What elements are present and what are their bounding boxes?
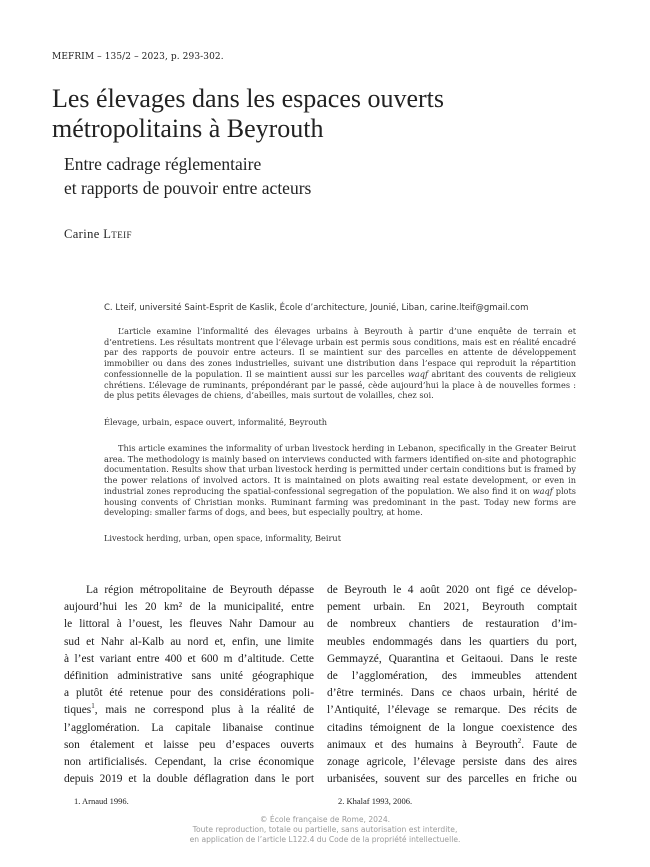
copyright-line-1: © École française de Rome, 2024. [259, 815, 391, 824]
footnote-1: 1. Arnaud 1996. [74, 796, 129, 806]
body-line: définition administrative sans unité géographique [64, 670, 314, 683]
body-line: aujourd’hui les 20 km² de la municipalité, entre [64, 601, 314, 614]
body-line: meubles endommagés dans les quartiers du port, [327, 635, 577, 648]
copyright-notice [150, 815, 500, 846]
body-line: a plutôt été retenue pour des considérations poli- [64, 687, 314, 700]
author-last-name: Lteif [103, 227, 132, 241]
body-line: de l’agglomération, des immeubles attendent [327, 670, 577, 683]
footnote-ref-2[interactable]: 2 [517, 737, 522, 746]
abstract-en-italic-term: waqf [532, 485, 553, 496]
copyright-line-3: en application de l’article L122.4 du Code de la propriété intellectuelle. [189, 835, 461, 845]
body-line: son étalement et laisse peu d’espaces ouverts [64, 738, 314, 751]
article-subtitle-line-1: Entre cadrage réglementaire [64, 154, 262, 174]
body-line: Gemmayzé, Quarantina et Geitaoui. Dans le reste [327, 652, 577, 665]
body-column-left [64, 582, 314, 788]
abstract-english [104, 443, 576, 518]
body-line: sud et Nahr al-Kalb au nord et, enfin, une limite [64, 635, 314, 648]
copyright-line-2: Toute reproduction, totale ou partielle, sans autorisation est interdite, [192, 825, 458, 835]
abstract-french [104, 326, 576, 401]
abstract-fr-italic-term: waqf [407, 368, 429, 379]
article-subtitle-line-2: et rapports de pouvoir entre acteurs [64, 178, 312, 198]
body-line: le littoral à l’ouest, les fleuves Nahr Damour au [64, 618, 314, 631]
body-line: de nombreux chantiers de restauration d’im- [327, 618, 577, 631]
author-first-name: Carine [64, 227, 100, 241]
body-line: urbanisées, souvent sur des parcelles en friche ou [327, 773, 577, 786]
keywords-french: Élevage, urbain, espace ouvert, informalité, Beyrouth [104, 417, 328, 427]
body-line-part: . Faute de [521, 738, 577, 751]
footnote-2: 2. Khalaf 1993, 2006. [338, 796, 413, 806]
body-line: zonage agricole, l’élevage persiste dans des aires [327, 756, 577, 769]
body-line [64, 702, 314, 719]
article-title [52, 84, 612, 144]
body-line: l’Antiquité, l’élevage se remarque. Des récits de [327, 704, 577, 717]
body-line: d’être terminés. Dans ce chaos urbain, hérité de [327, 687, 577, 700]
body-line-part: , mais ne correspond plus à la réalité de [94, 704, 314, 717]
journal-reference: MEFRIM – 135/2 – 2023, p. 293-302. [52, 52, 224, 62]
body-line-part: tiques [64, 704, 92, 717]
body-line-part: animaux et des humains à Beyrouth [327, 738, 518, 751]
author-affiliation: C. Lteif, université Saint-Esprit de Kaslik, École d’architecture, Jounié, Liban, carine.lteif@gmail.com [104, 303, 529, 313]
article-title-line-1: Les élevages dans les espaces ouverts [52, 84, 445, 113]
body-line: non artificialisés. Cependant, la crise économique [64, 756, 314, 769]
body-column-right [327, 582, 577, 788]
keywords-english: Livestock herding, urban, open space, informality, Beirut [104, 533, 341, 543]
author-name [64, 227, 132, 242]
body-line: citadins témoignent de la longue coexistence des [327, 721, 577, 734]
body-line: pement urbain. En 2021, Beyrouth comptait [327, 601, 577, 614]
abstract-en-part-2: plots housing convents of Christian monks. Ruminant farming was predominant in the past. Today new forms are developing: smaller farms of dogs, and bees, but especially poultry, at home. [104, 485, 576, 518]
body-line: La région métropolitaine de Beyrouth dépasse [86, 584, 314, 596]
article-title-line-2: métropolitains à Beyrouth [52, 114, 324, 143]
body-line: à l’est variant entre 400 et 600 m d’altitude. Cette [64, 652, 314, 665]
abstract-fr-part-1: L’article examine l’informalité des élevages urbains à Beyrouth à partir d’une enquête de terrain et d’entretiens. Les résultats montrent que l’élevage urbain est permis sous conditions, mais est en réalité encadré par des rapports de pouvoir entre acteurs. Il se maintient sur des parcelles en attente de développement immobilier ou dans des zones industrielles, suivant une distribution dans l’espace qui reproduit la répartition confessionnelle de la population. Il se maintient aussi sur les parcelles [104, 326, 576, 379]
abstract-en-part-1: This article examines the informality of urban livestock herding in Lebanon, specifically in the Greater Beirut area. The methodology is mainly based on interviews conducted with farmers identified on-site and photographic documentation. Results show that urban livestock herding is permitted under certain conditions but is framed by the power relations of involved actors. It is maintained on plots awaiting real estate development, or even in industrial zones reproducing the spatial-confessional segregation of the population. We also find it on [104, 443, 576, 496]
footnote-ref-1[interactable]: 1 [91, 702, 95, 711]
abstract-fr-part-2: abritant des couvents de religieux chrétiens. L’élevage de ruminants, prépondérant par le passé, cède aujourd’hui la place à de nouvelles formes : de plus petits élevages de chiens, d’abeilles, mais surtout de volailles, chez soi. [104, 368, 576, 401]
body-line: de Beyrouth le 4 août 2020 ont figé ce dévelop- [327, 584, 577, 596]
article-subtitle [64, 152, 604, 200]
body-line: l’agglomération. La capitale libanaise continue [64, 721, 314, 734]
body-line: depuis 2019 et la double déflagration dans le port [64, 773, 314, 786]
body-line [327, 737, 577, 754]
